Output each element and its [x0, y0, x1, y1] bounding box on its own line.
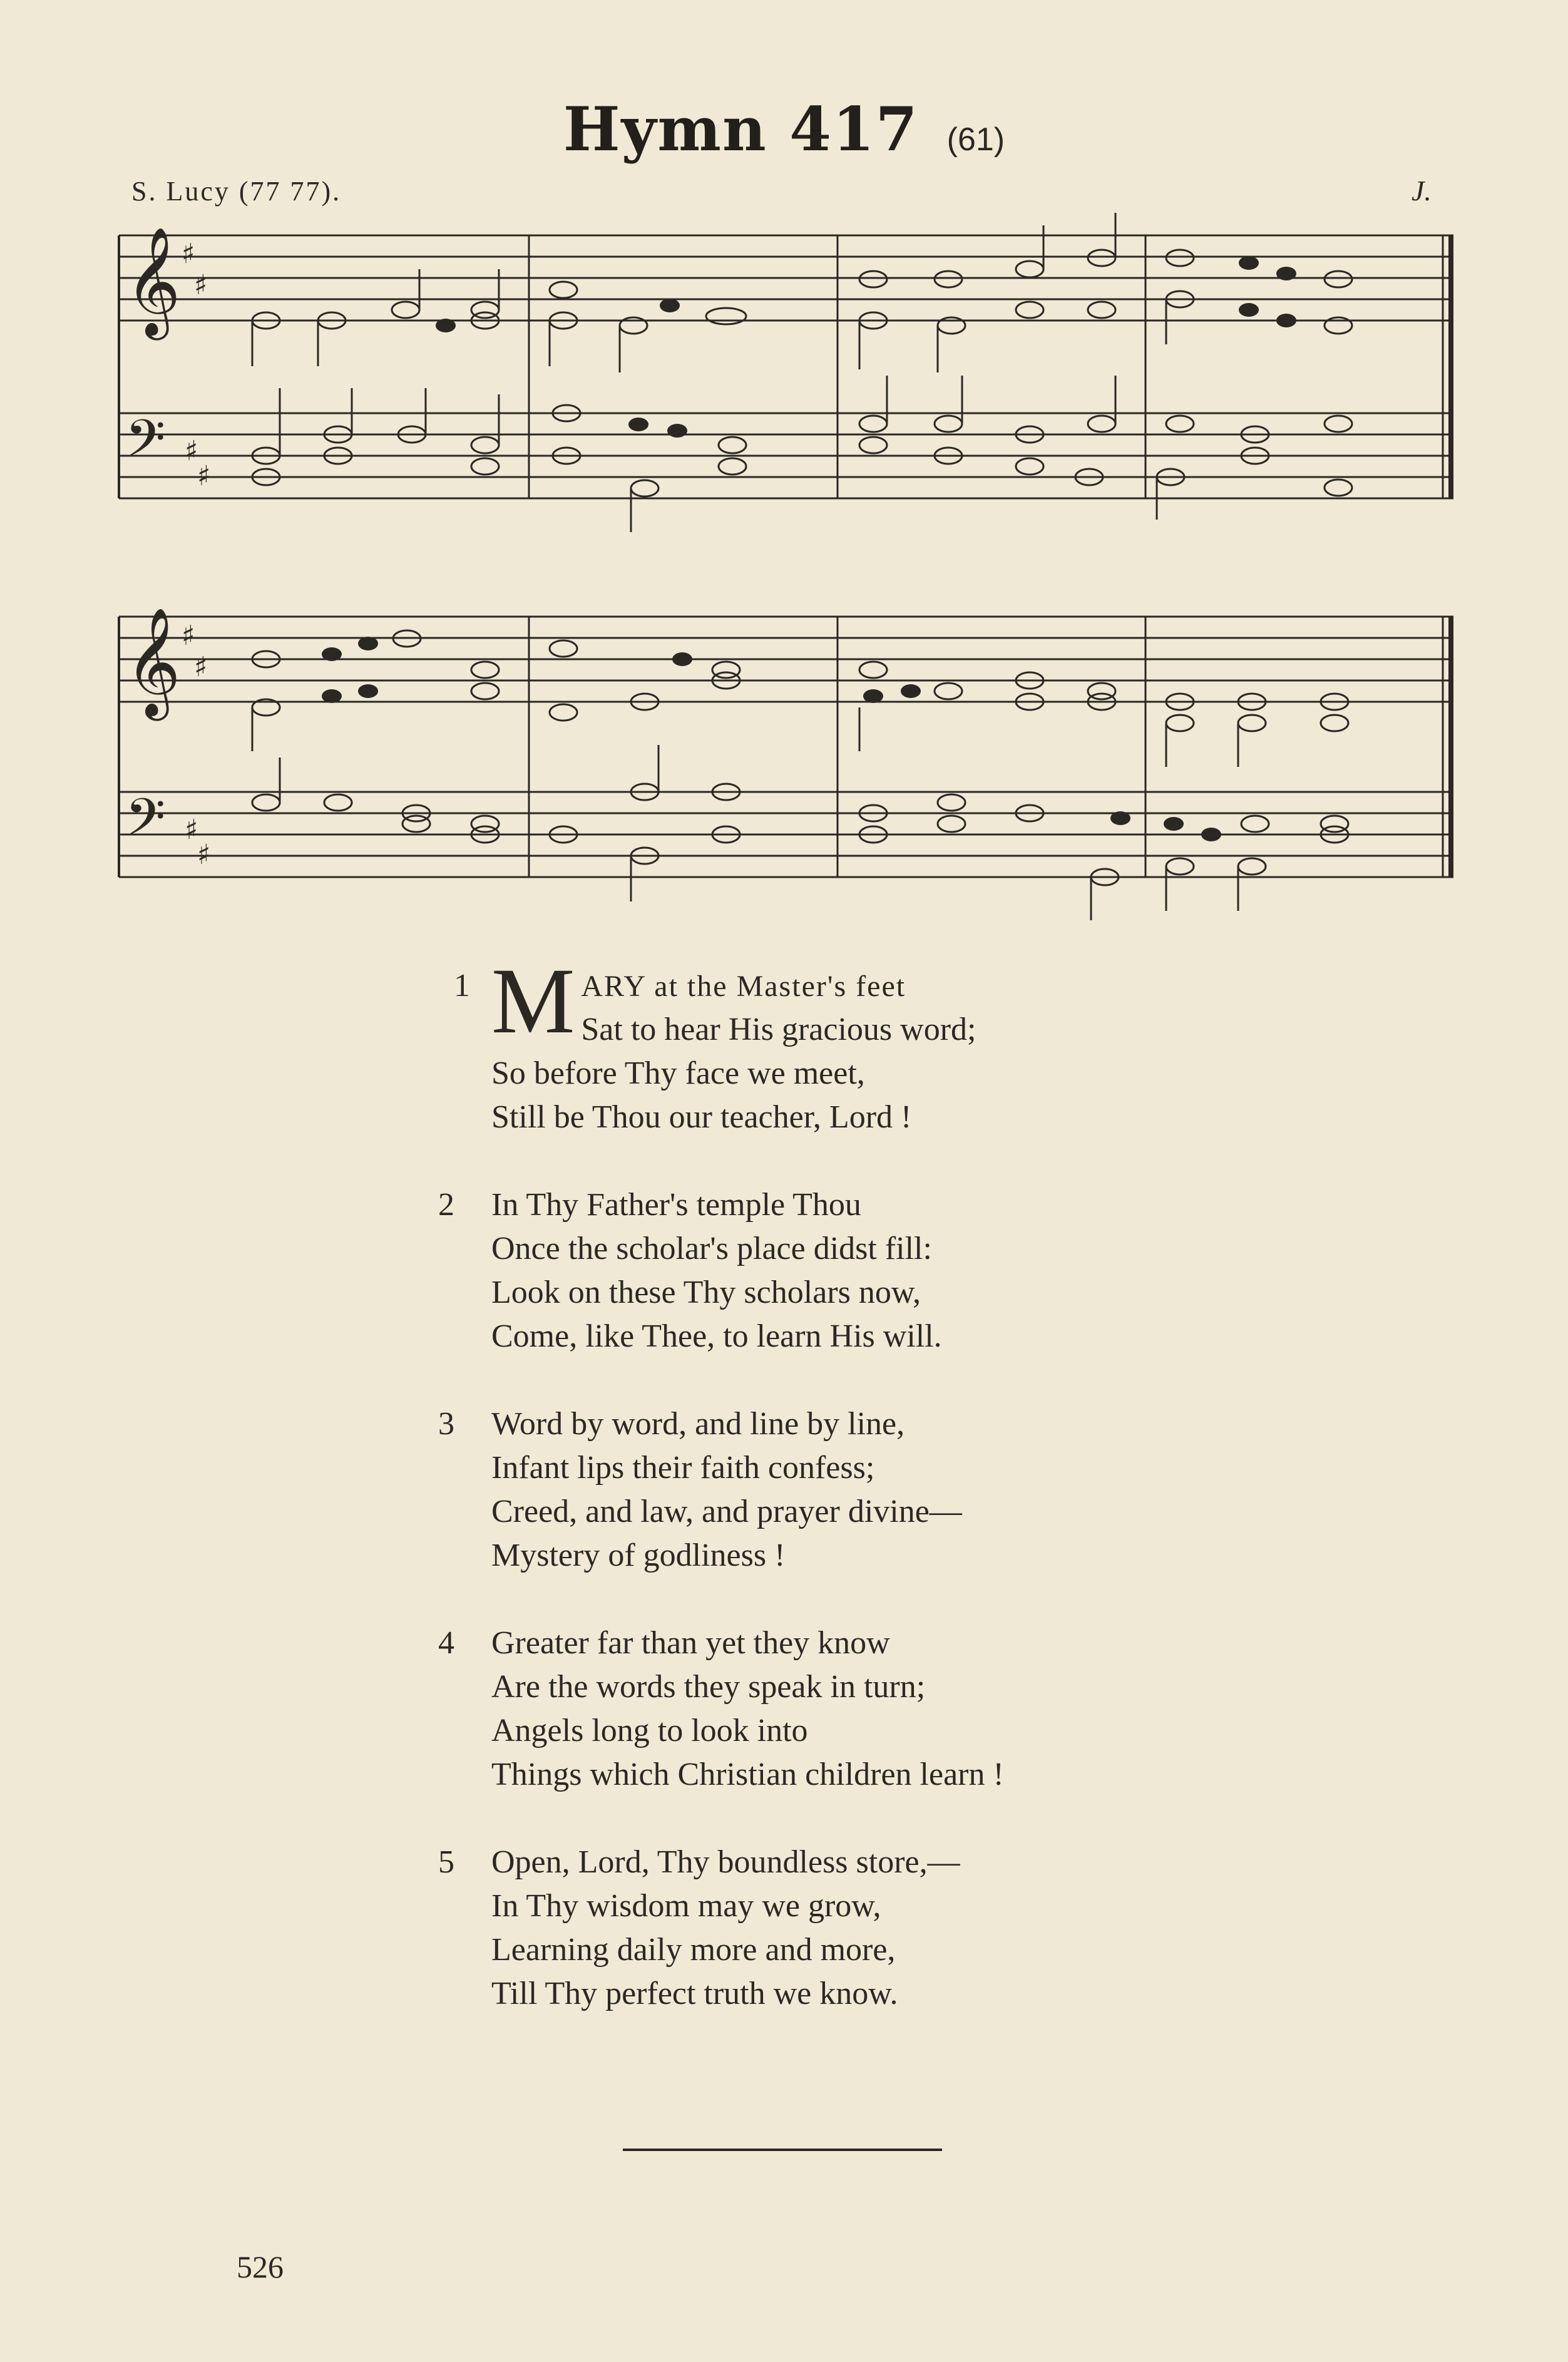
score-svg [0, 0, 1568, 1002]
filled-notes-system-1 [436, 256, 1296, 438]
treble-clef-icon: 𝄞 [125, 227, 181, 336]
verse-line: Till Thy perfect truth we know. [491, 1976, 898, 2011]
verse-number: 4 [438, 1625, 454, 1661]
verse-number: 1 [454, 968, 470, 1004]
notes-system-1 [252, 213, 1352, 532]
verse-line: In Thy wisdom may we grow, [491, 1888, 881, 1924]
verse-2 [438, 1183, 1252, 1358]
filled-notes-system-2 [322, 637, 1221, 841]
svg-text:♯: ♯ [185, 435, 198, 467]
svg-text:♯: ♯ [197, 460, 211, 492]
system-1 [119, 235, 1453, 498]
verse-number: 3 [438, 1406, 454, 1442]
verse-line: Once the scholar's place didst fill: [491, 1231, 932, 1266]
verse-line: 4 Greater far than yet they know [438, 1621, 1252, 1665]
verse-3 [438, 1402, 1252, 1578]
verse-line: Angels long to look into [491, 1713, 808, 1748]
verse-1 [438, 949, 1252, 1139]
verse-line: So before Thy face we meet, [491, 1055, 865, 1091]
verse-line: Still be Thou our teacher, Lord ! [491, 1099, 912, 1135]
verse-number: 5 [438, 1844, 454, 1880]
system-2 [119, 617, 1453, 877]
verses [438, 949, 1252, 2060]
verse-line: Are the words they speak in turn; [491, 1669, 926, 1705]
svg-text:𝄞: 𝄞 [125, 607, 181, 716]
verse-line: 2 In Thy Father's temple Thou [438, 1183, 1252, 1227]
svg-text:♯: ♯ [185, 814, 198, 846]
svg-text:♯: ♯ [197, 839, 211, 871]
svg-text:𝄢: 𝄢 [125, 787, 166, 860]
music-score [0, 0, 1568, 1002]
svg-text:♯: ♯ [194, 269, 208, 301]
verse-4 [438, 1621, 1252, 1797]
verse-line: Learning daily more and more, [491, 1932, 896, 1968]
verse-5 [438, 1841, 1252, 2016]
svg-text:♯: ♯ [194, 651, 208, 683]
composer-mark: J. [1412, 175, 1432, 207]
tune-name: S. Lucy (77 77). [131, 176, 342, 207]
verse-line: Come, like Thee, to learn His will. [491, 1318, 942, 1354]
drop-cap: M [491, 949, 575, 1053]
sharp-icon: ♯ [182, 238, 195, 270]
page-number: 526 [237, 2249, 284, 2284]
verse-line: ARY at the Master's feet [581, 970, 906, 1003]
verse-line: 5 Open, Lord, Thy boundless store,— [438, 1841, 1252, 1884]
verse-line: Creed, and law, and prayer divine— [491, 1494, 962, 1529]
old-hymn-number: (61) [946, 121, 1005, 158]
verse-line: Look on these Thy scholars now, [491, 1275, 921, 1310]
bass-clef-icon: 𝄢 [125, 408, 166, 481]
verse-line: Things which Christian children learn ! [491, 1757, 1004, 1792]
end-rule [623, 2149, 942, 2151]
verse-line: Sat to hear His gracious word; [581, 1012, 976, 1047]
hymn-title: Hymn 417 [563, 94, 919, 165]
verse-line: 3 Word by word, and line by line, [438, 1402, 1252, 1446]
verse-line: Mystery of godliness ! [491, 1538, 786, 1573]
svg-text:♯: ♯ [182, 620, 195, 652]
verse-line: Infant lips their faith confess; [491, 1450, 875, 1486]
verse-number: 2 [438, 1187, 454, 1223]
